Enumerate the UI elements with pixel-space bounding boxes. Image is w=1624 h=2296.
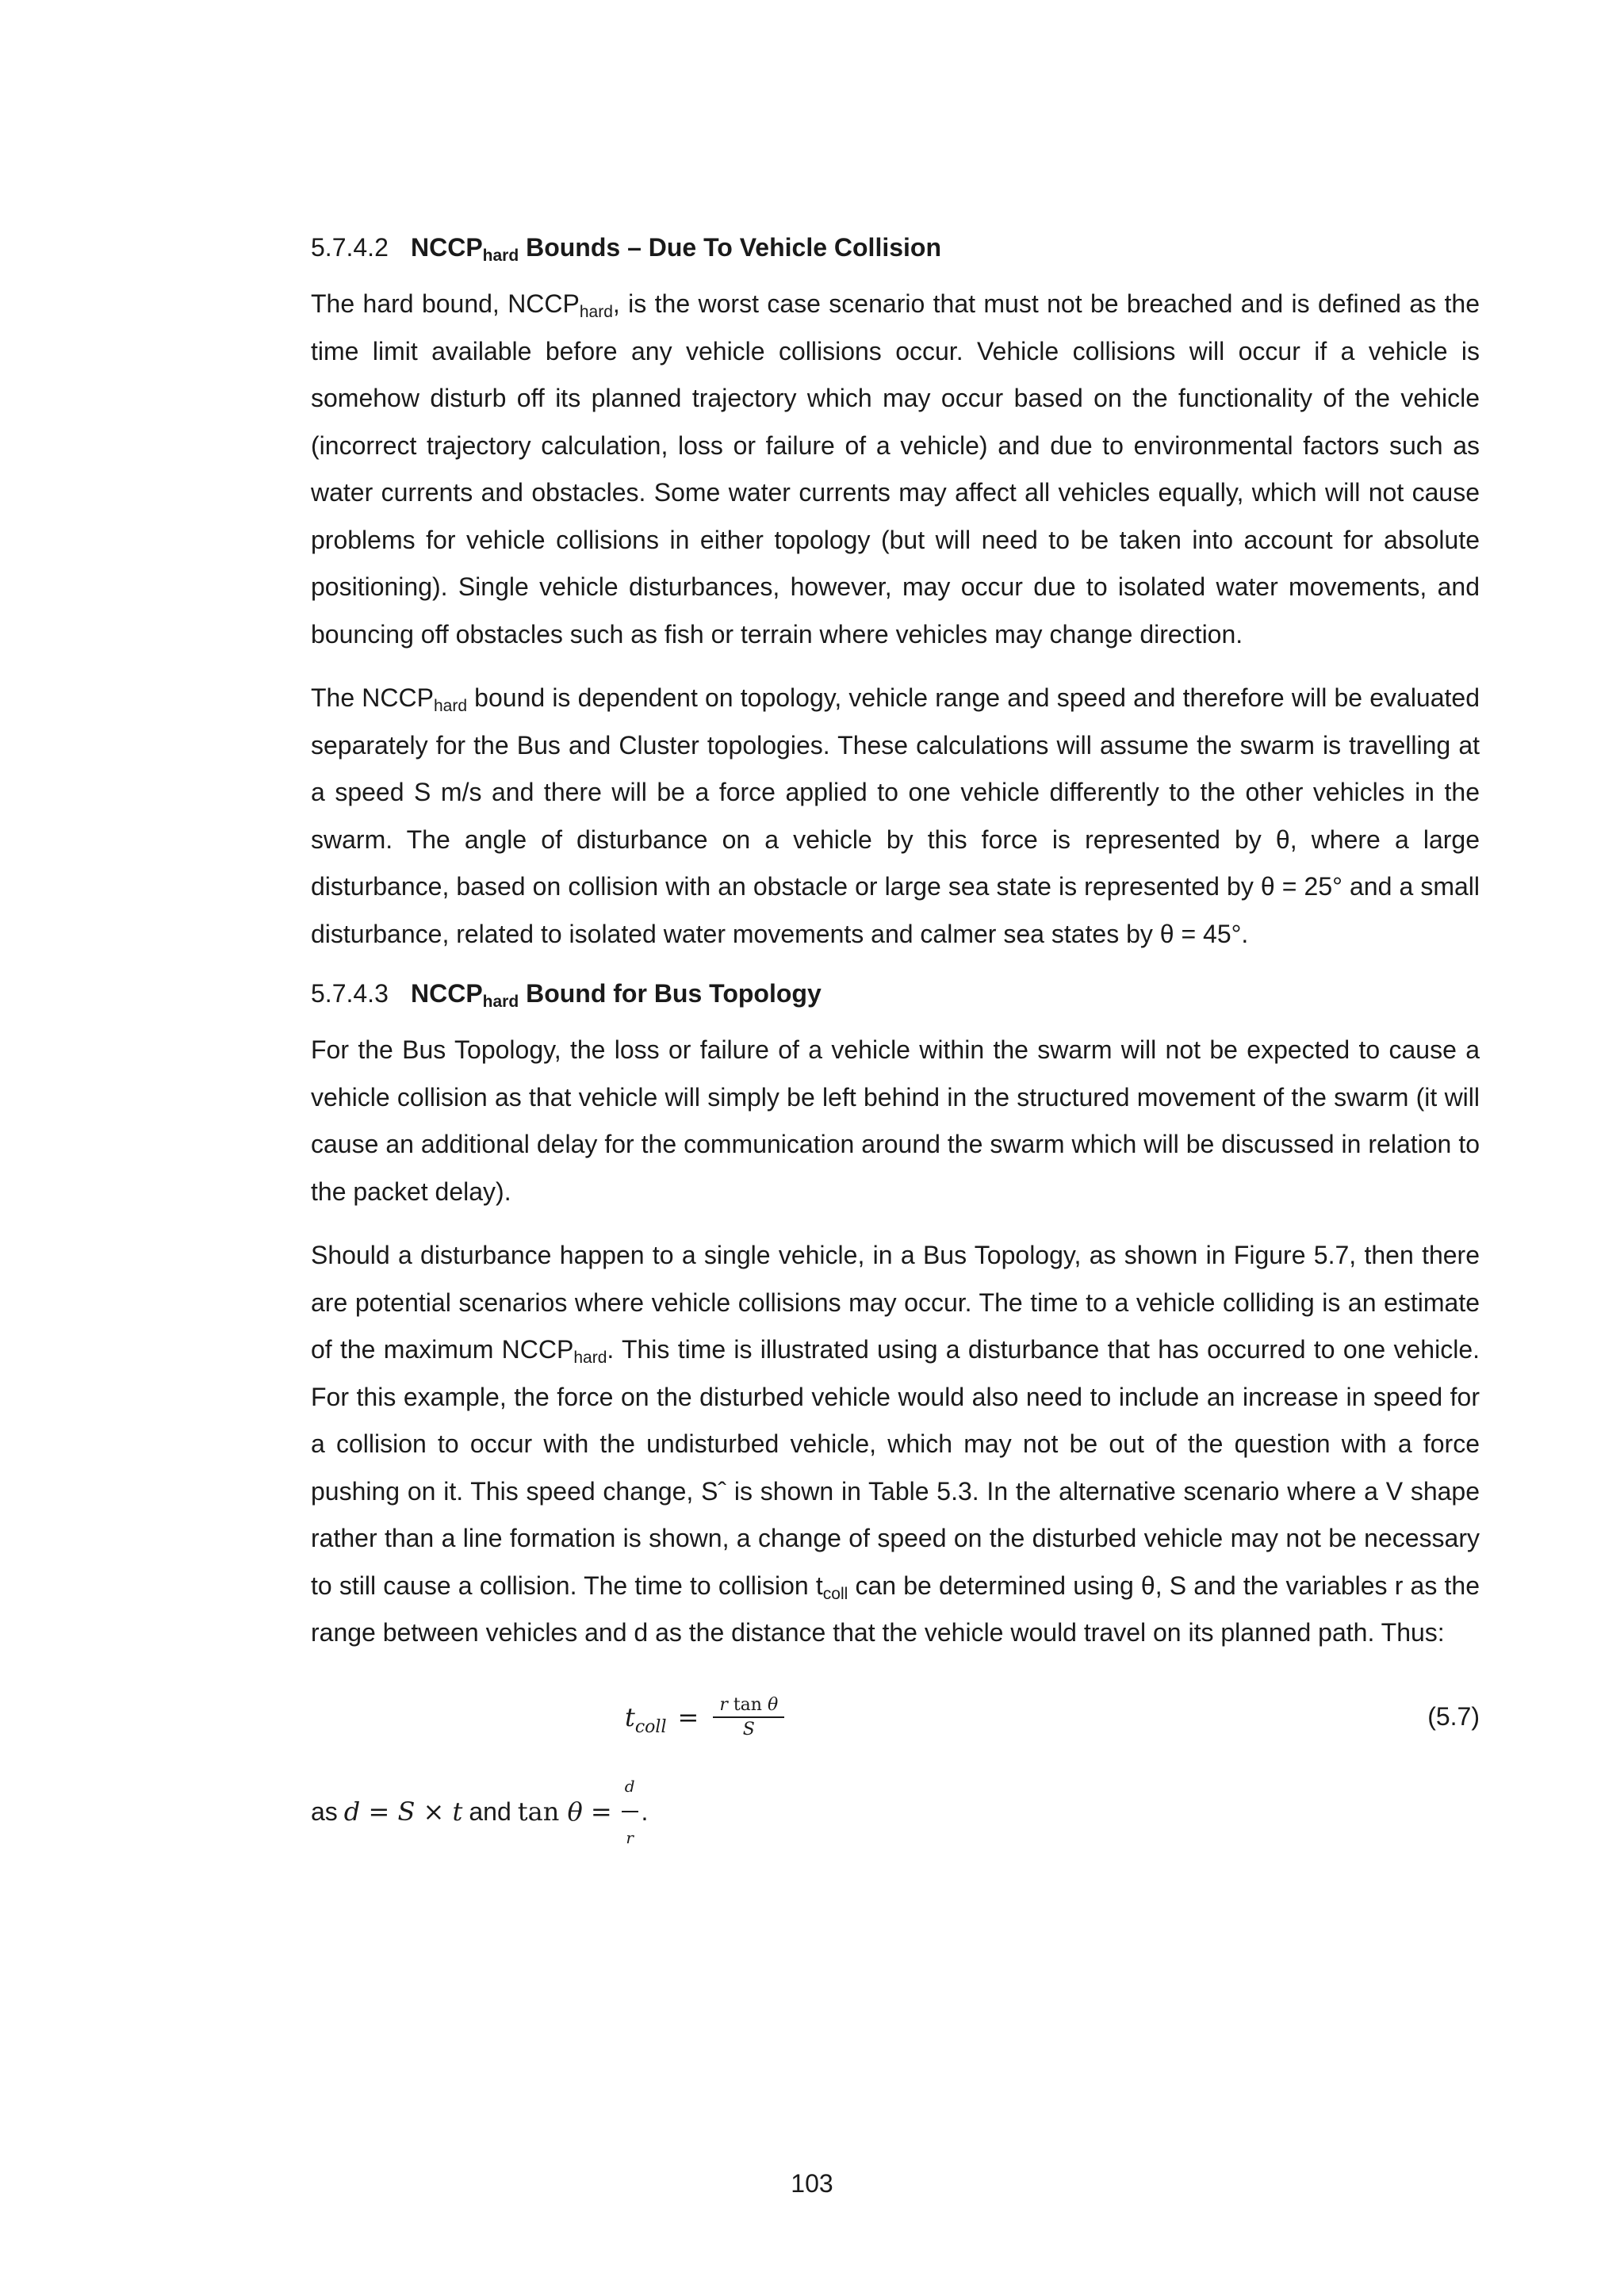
equals-sign: = <box>677 1701 699 1732</box>
fraction-numerator: r tan θ <box>713 1695 784 1718</box>
paragraph-bus-topology-loss: For the Bus Topology, the loss or failure of a vehicle within the swarm will not be expected to cause a vehicle collision as that vehicle will simply be left behind in the structured movement of the swarm (it will cause an additional delay for the communication around the swarm which will be discussed in relation to the packet delay). <box>311 1035 1480 1206</box>
page-body <box>311 228 1480 1862</box>
section-title: $NCCP_{hard}$ Bounds – Due To Vehicle Collision <box>411 233 941 265</box>
equation-lhs: $t_{coll}$ <box>625 1701 667 1737</box>
equation-5-7 <box>311 1674 1480 1761</box>
paragraph-hard-bound: The hard bound, $NCCP_{hard}$, is the worst case scenario that must not be breached and is defined as the time limit available before any vehicle collisions occur. Vehicle collisions will occur if a vehicle is somehow disturb off its planned trajectory which may occur based on the functionality of the vehicle (incorrect trajectory calculation, loss or failure of a vehicle) and due to environmental factors such as water currents and obstacles. Some water currents may affect all vehicles equally, which will not cause problems for vehicle collisions in either topology (but will need to be taken into account for absolute positioning). Single vehicle disturbances, however, may occur due to isolated water movements, and bouncing off obstacles such as fish or terrain where vehicles may change direction. <box>311 289 1480 649</box>
section-heading-5-7-4-3 <box>311 974 1480 1012</box>
paragraph-topology-dependence: The $NCCP_{hard}$ bound is dependent on topology, vehicle range and speed and therefore will be evaluated separately for the Bus and Cluster topologies. These calculations will assume the swarm is travelling at a speed S m/s and there will be a force applied to one vehicle differently to the other vehicles in the swarm. The angle of disturbance on a vehicle by this force is represented by θ, where a large disturbance, based on collision with an obstacle or large sea state is represented by θ = 25° and a small disturbance, related to isolated water movements and calmer sea states by θ = 45°. <box>311 683 1480 948</box>
fraction-denominator: S <box>742 1719 755 1739</box>
equation-definitions: as d = S × t and tan θ = $\frac{d}{r}$ . <box>311 1762 1480 1862</box>
equation-number: (5.7) <box>1427 1702 1480 1731</box>
section-heading-5-7-4-2 <box>311 228 1480 266</box>
section-number: 5.7.4.3 <box>311 979 389 1008</box>
section-title: $NCCP_{hard}$ Bound for Bus Topology <box>411 979 822 1011</box>
distance-definition: d = S × t <box>343 1797 463 1827</box>
paragraph-disturbance: Should a disturbance happen to a single vehicle, in a Bus Topology, as shown in Figure 5.7, then there are potential scenarios where vehicle collisions may occur. The time to a vehicle colliding is an estimate of the maximum $NCCP_{hard}$. This time is illustrated using a disturbance that has occurred to one vehicle. For this example, the force on the disturbed vehicle would also need to include an increase in speed for a collision to occur with the undisturbed vehicle, which may not be out of the question with a force pushing on it. This speed change, Sˆ is shown in Table 5.3. In the alternative scenario where a V shape rather than a line formation is shown, a change of speed on the disturbed vehicle may not be necessary to still cause a collision. The time to collision $t_{coll}$ can be determined using θ, S and the variables r as the range between vehicles and d as the distance that the vehicle would travel on its planned path. Thus: <box>311 1241 1480 1647</box>
equation-expression <box>625 1674 784 1761</box>
section-number: 5.7.4.2 <box>311 233 389 262</box>
page-number: 103 <box>791 2169 833 2198</box>
tangent-definition: tan θ = <box>517 1797 612 1827</box>
tangent-fraction: $\frac{d}{r}$ <box>622 1762 638 1862</box>
equation-fraction <box>713 1695 784 1739</box>
